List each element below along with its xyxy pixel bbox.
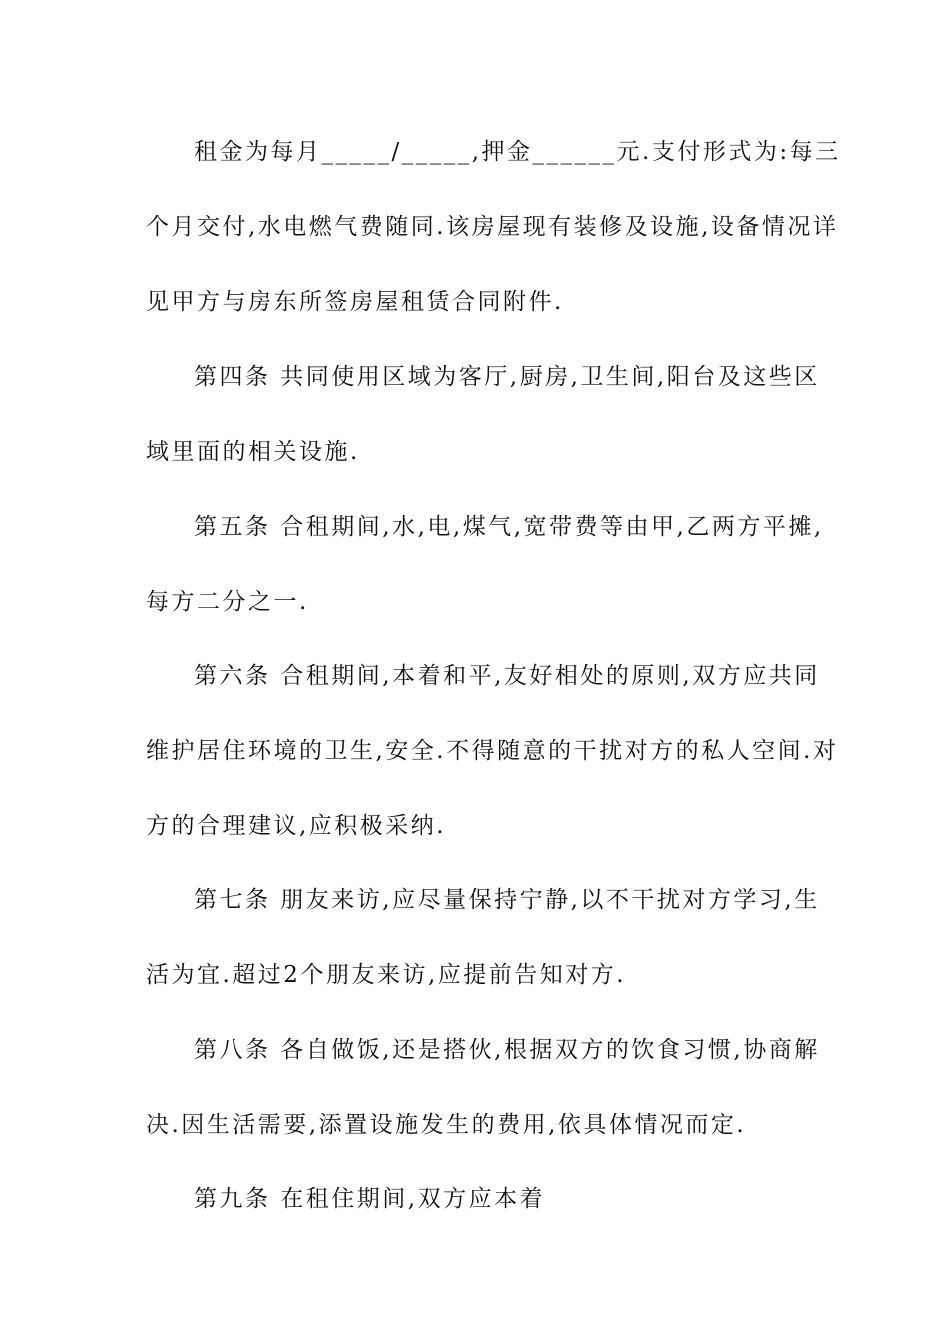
article-6-heading-line: 第六条 合租期间,本着和平,友好相处的原则,双方应共同 bbox=[194, 663, 820, 689]
article-5-heading-line: 第五条 合租期间,水,电,煤气,宽带费等由甲,乙两方平摊, bbox=[194, 514, 824, 540]
article-8-heading-line: 第八条 各自做饭,还是搭伙,根据双方的饮食习惯,协商解 bbox=[194, 1037, 820, 1063]
text-line: 维护居住环境的卫生,安全.不得随意的干扰对方的私人空间.对 bbox=[146, 738, 839, 764]
text-line: 每方二分之一. bbox=[146, 589, 309, 615]
article-9-heading-line: 第九条 在租住期间,双方应本着 bbox=[194, 1186, 546, 1212]
text-line: 活为宜.超过2个朋友来访,应提前告知对方. bbox=[146, 962, 627, 988]
text-line: 域里面的相关设施. bbox=[146, 439, 360, 465]
text-line: 个月交付,水电燃气费随同.该房屋现有装修及设施,设备情况详 bbox=[146, 214, 839, 240]
text-line: 见甲方与房东所签房屋租赁合同附件. bbox=[146, 289, 564, 315]
text-line: 决.因生活需要,添置设施发生的费用,依具体情况而定. bbox=[146, 1112, 747, 1138]
article-4-heading-line: 第四条 共同使用区域为客厅,厨房,卫生间,阳台及这些区 bbox=[194, 364, 820, 390]
article-7-heading-line: 第七条 朋友来访,应尽量保持宁静,以不干扰对方学习,生 bbox=[194, 887, 820, 913]
text-line: 租金为每月_____/_____,押金______元.支付形式为:每三 bbox=[194, 139, 841, 165]
text-line: 方的合理建议,应积极采纳. bbox=[146, 813, 447, 839]
